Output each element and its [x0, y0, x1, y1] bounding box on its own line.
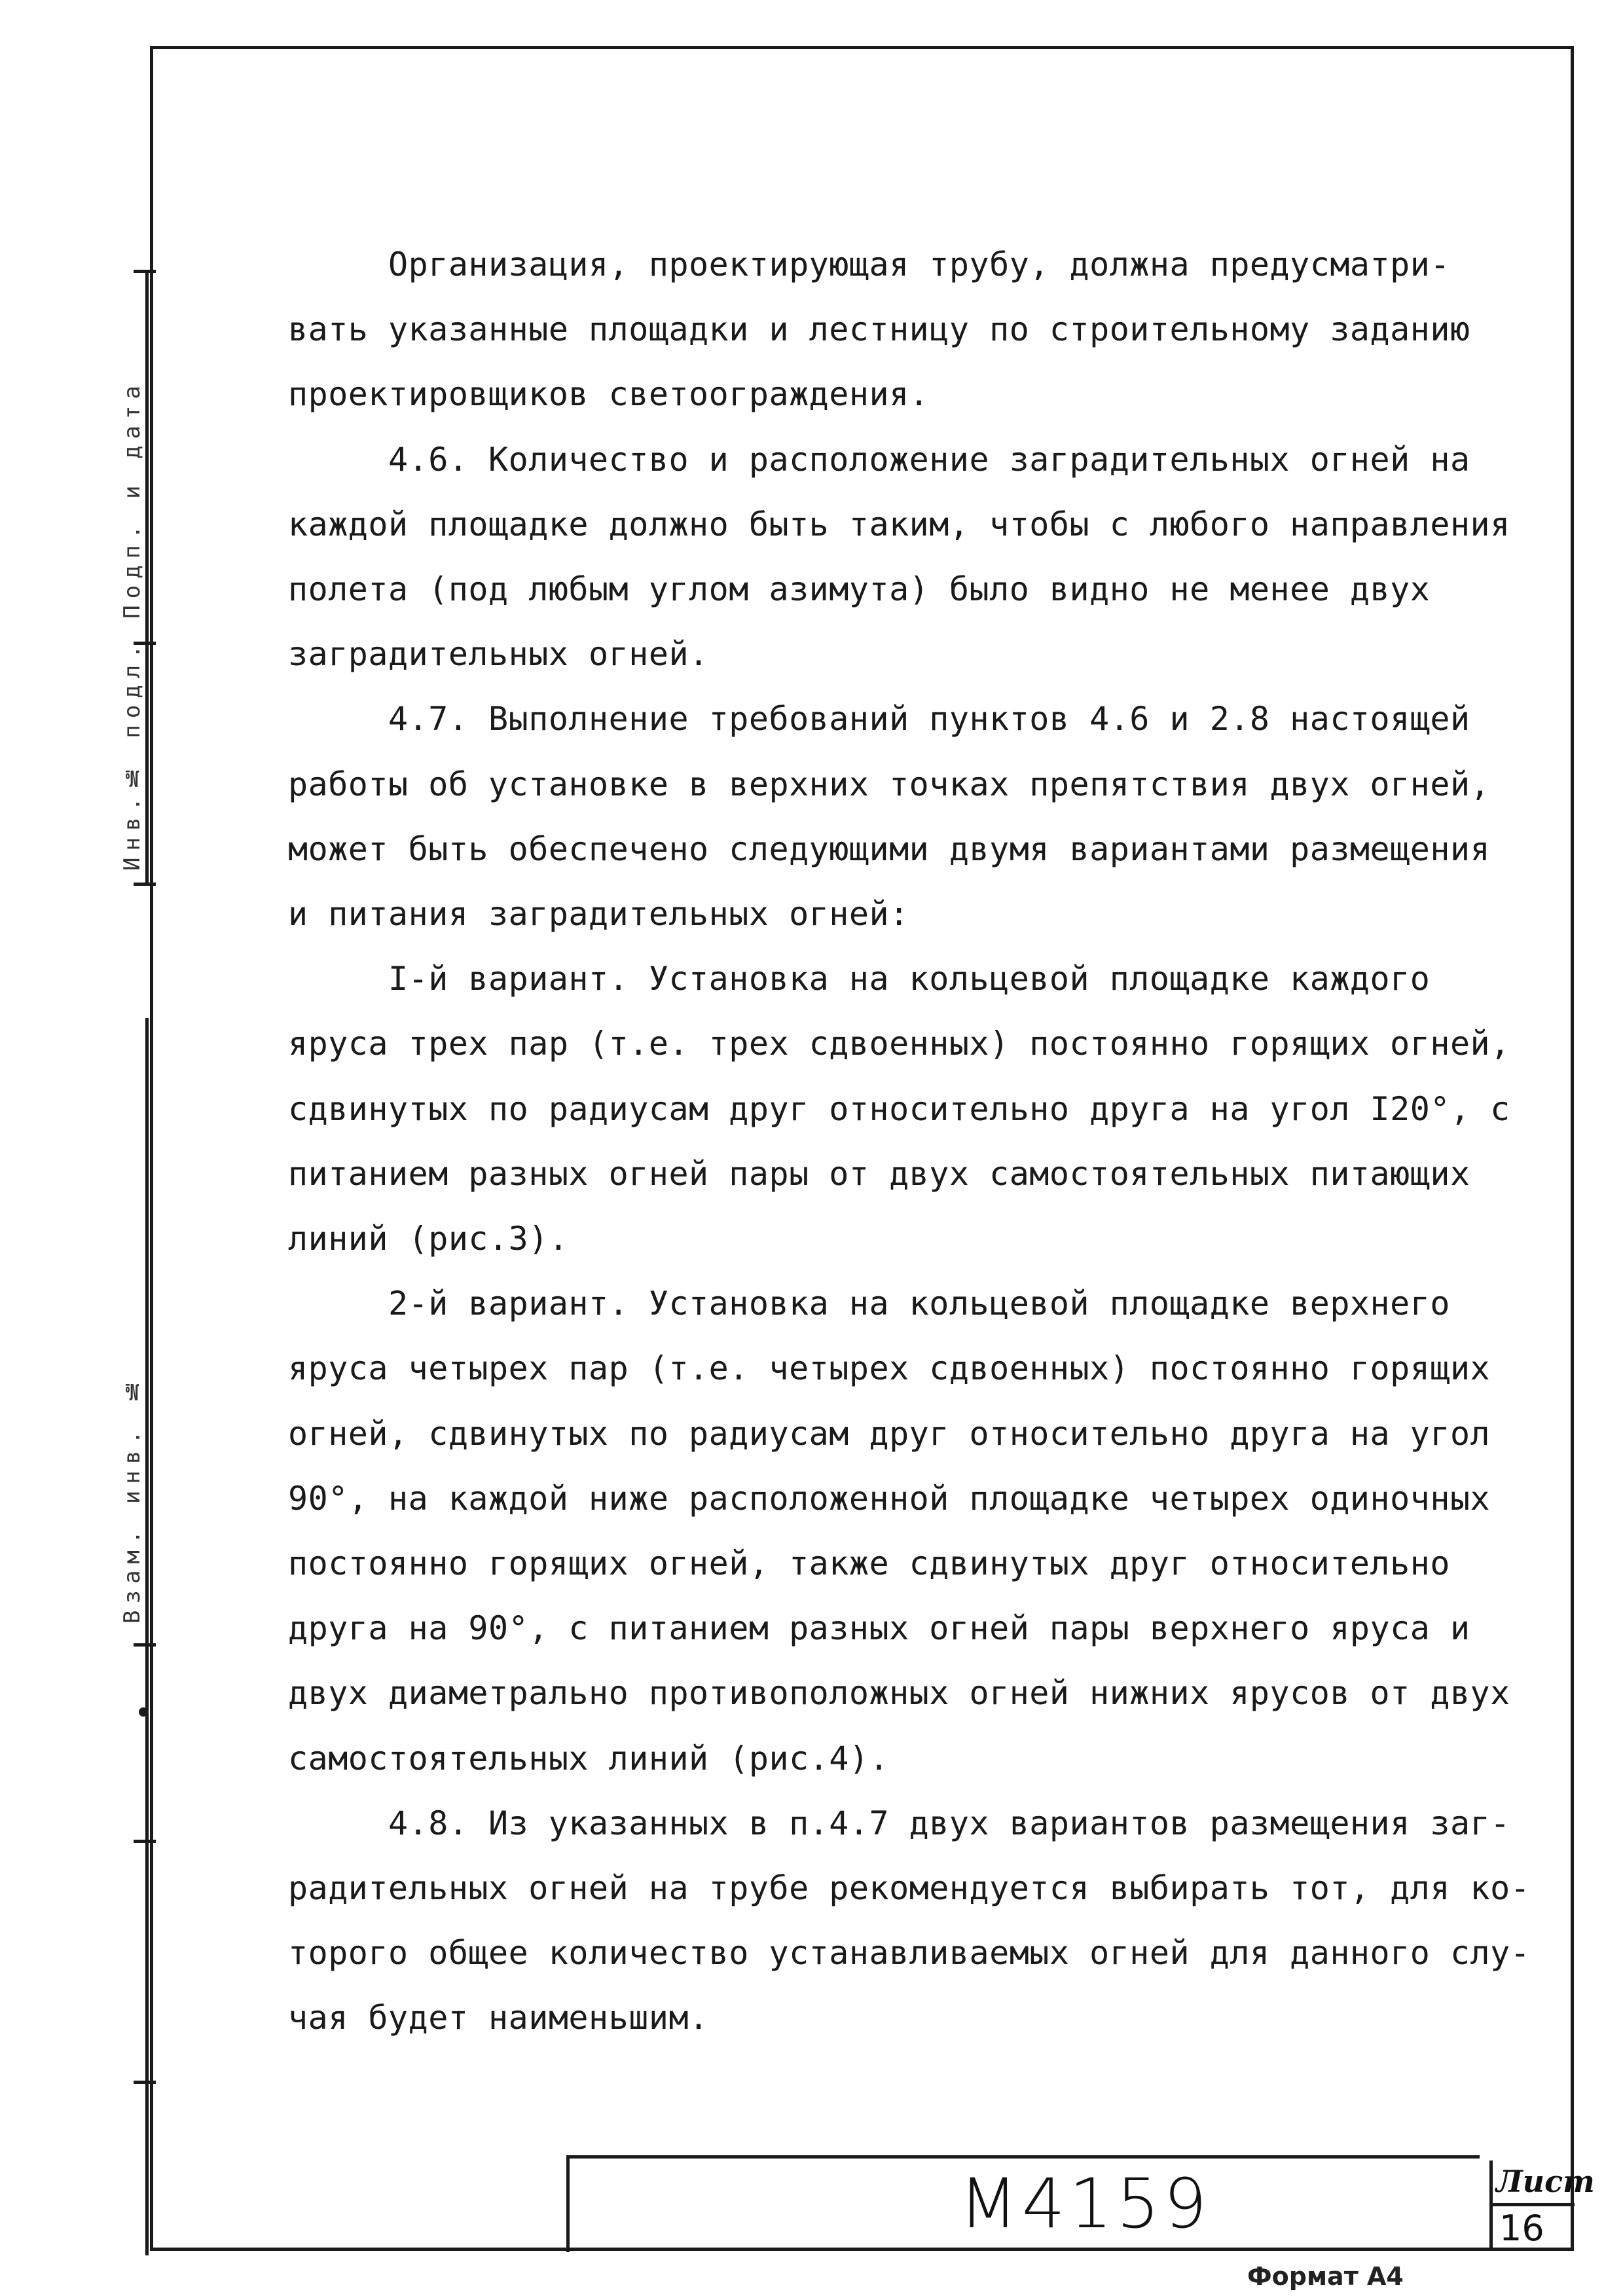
margin-tick: [134, 883, 156, 886]
text-line: 4.8. Из указанных в п.4.7 двух вариантов размещения заг-: [288, 1804, 1510, 1842]
text-line: 4.7. Выполнение требований пунктов 4.6 и 2.8 настоящей: [288, 700, 1470, 738]
text-line: проектировщиков светоограждения.: [288, 375, 930, 414]
margin-label-upper: Инв.№ подл. Подп. и дата: [119, 379, 145, 871]
text-line: Организация, проектирующая трубу, должна предусматри-: [288, 246, 1450, 283]
margin-tick: [134, 270, 156, 273]
text-line: полета (под любым углом азимута) было видно не менее двух: [288, 570, 1431, 609]
text-line: питанием разных огней пары от двух самостоятельных питающих: [288, 1154, 1470, 1193]
text-line: яруса четырех пар (т.е. четырех сдвоенных) постоянно горящих: [288, 1349, 1491, 1388]
text-line: каждой площадке должно быть таким, чтобы с любого направления: [288, 505, 1510, 543]
text-line: вать указанные площадки и лестницу по строительному заданию: [288, 310, 1470, 349]
margin-rule: [145, 270, 149, 885]
margin-tick: [134, 1643, 156, 1647]
text-line: может быть обеспечено следующими двумя вариантами размещения: [288, 829, 1491, 868]
text-line: работы об установке в верхних точках препятствия двух огней,: [288, 765, 1491, 803]
document-code: M4159: [959, 2164, 1211, 2244]
margin-rule: [145, 1018, 149, 2255]
text-line: радительных огней на трубе рекомендуется выбирать тот, для ко-: [288, 1869, 1531, 1908]
sheet-label: Лист: [1496, 2164, 1595, 2199]
sheet-divider: [1489, 2203, 1575, 2206]
sheet-number: 16: [1499, 2208, 1544, 2249]
text-line: чая будет наименьшим.: [288, 1999, 709, 2037]
text-line: 90°, на каждой ниже расположенной площадке четырех одиночных: [288, 1479, 1491, 1518]
text-line: и питания заградительных огней:: [288, 895, 909, 934]
text-line: линий (рис.3).: [288, 1220, 569, 1258]
text-line: яруса трех пар (т.е. трех сдвоенных) постоянно горящих огней,: [288, 1025, 1510, 1063]
text-line: 2-й вариант. Установка на кольцевой площадке верхнего: [288, 1285, 1450, 1323]
text-line: сдвинутых по радиусам друг относительно друга на угол I20°, с: [288, 1089, 1510, 1128]
text-line: постоянно горящих огней, также сдвинутых друг относительно: [288, 1544, 1450, 1583]
text-line: самостоятельных линий (рис.4).: [288, 1739, 890, 1777]
document-body: [288, 232, 1532, 2051]
text-line: огней, сдвинутых по радиусам друг относительно друга на угол: [288, 1414, 1491, 1453]
text-line: I-й вариант. Установка на кольцевой площадке каждого: [288, 960, 1431, 998]
format-label: Формат А4: [1247, 2262, 1404, 2291]
text-line: друга на 90°, с питанием разных огней пары верхнего яруса и: [288, 1609, 1470, 1648]
margin-tick: [134, 1840, 156, 1843]
text-line: двух диаметрально противоположных огней нижних ярусов от двух: [288, 1674, 1510, 1713]
margin-tick: [134, 2081, 156, 2084]
margin-dot: [139, 1707, 148, 1717]
text-line: 4.6. Количество и расположение заградительных огней на: [288, 440, 1470, 479]
margin-label-lower: Взам. инв. №: [119, 1371, 145, 1624]
text-line: торого общее количество устанавливаемых огней для данного слу-: [288, 1934, 1531, 1973]
text-line: заградительных огней.: [288, 635, 709, 674]
